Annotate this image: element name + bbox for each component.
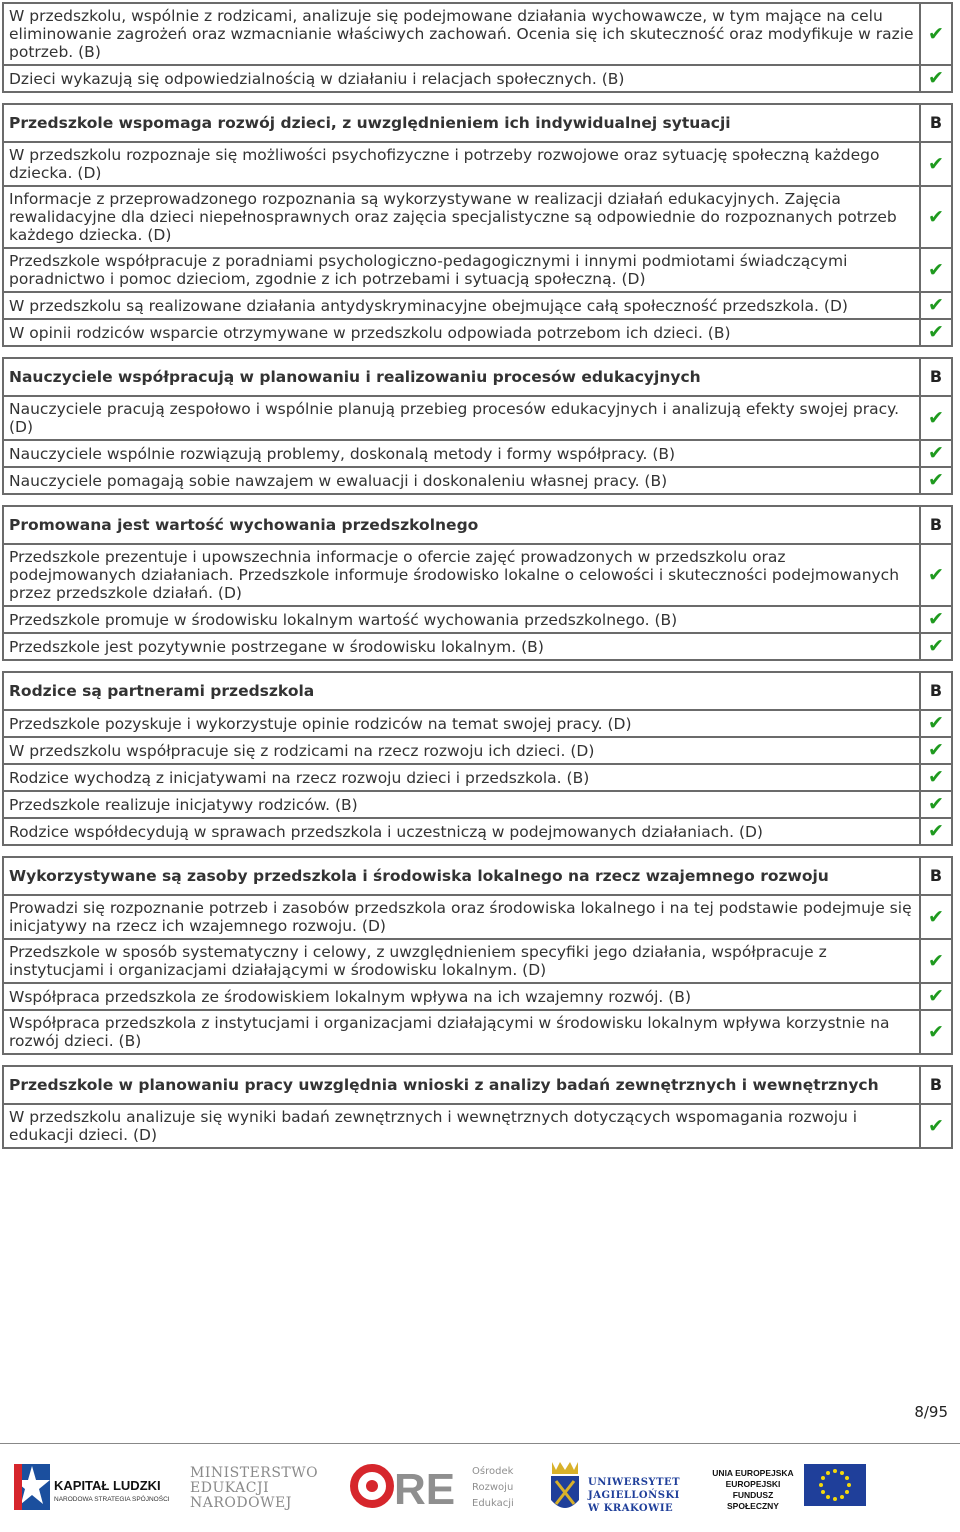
criteria-row: [3, 791, 952, 818]
level-mark: B: [929, 515, 943, 534]
criteria-text: Przedszkole w sposób systematyczny i celowy, z uwzględnieniem specyfiki jego działania, współpracuje z instytucjami i organizacjami działającymi w środowisku lokalnym. (D): [3, 939, 920, 983]
criteria-row: [3, 544, 952, 606]
criteria-text: W przedszkolu, wspólnie z rodzicami, analizuje się podejmowane działania wychowawcze, w tym mające na celu eliminowanie zagrożeń oraz wzmacnianie właściwych zachowań. Ocenia się ich skuteczność oraz modyfikuje w razie potrzeb. (B): [3, 3, 920, 65]
kapital-ludzki-title: KAPITAŁ LUDZKI: [54, 1478, 161, 1493]
checkmark-icon: ✔: [928, 1114, 944, 1137]
criteria-text: Współpraca przedszkola z instytucjami i organizacjami działającymi w środowisku lokalnym wpływa korzystnie na rozwój dzieci. (B): [3, 1010, 920, 1054]
criteria-row: [3, 319, 952, 346]
checkmark-icon: ✔: [928, 608, 944, 630]
men-line-1: MINISTERSTWO: [190, 1465, 319, 1481]
criteria-table: [2, 856, 953, 1055]
criteria-table: [2, 357, 953, 495]
criteria-text: Rodzice współdecydują w sprawach przedszkola i uczestniczą w podejmowanych działaniach. (D): [3, 818, 920, 845]
ore-line-2: Rozwoju: [472, 1482, 514, 1493]
criteria-row: [3, 467, 952, 494]
criteria-heading-row: [3, 857, 952, 895]
criteria-heading: Promowana jest wartość wychowania przedszkolnego: [3, 506, 920, 544]
status-cell: [920, 248, 952, 292]
checkmark-icon: ✔: [928, 563, 944, 586]
checkmark-icon: ✔: [928, 258, 944, 281]
criteria-text: Informacje z przeprowadzonego rozpoznania są wykorzystywane w realizacji działań edukacyjnych. Zajęcia rewalidacyjne dla dzieci niepełnosprawnych oraz zajęcia specjalistyczne są odpowiednie do rozpoznanych potrzeb każdego dziecka. (D): [3, 186, 920, 248]
criteria-tables: [2, 2, 953, 1159]
status-cell: [920, 1104, 952, 1148]
level-cell: [920, 672, 952, 710]
ore-line-3: Edukacji: [472, 1498, 514, 1509]
eu-logo: [706, 1456, 876, 1522]
criteria-row: [3, 633, 952, 660]
criteria-text: W przedszkolu współpracuje się z rodzicami na rzecz rozwoju ich dzieci. (D): [3, 737, 920, 764]
criteria-heading-row: [3, 358, 952, 396]
checkmark-icon: ✔: [928, 205, 944, 228]
checkmark-icon: ✔: [928, 905, 944, 928]
status-cell: [920, 319, 952, 346]
status-cell: [920, 65, 952, 92]
status-cell: [920, 633, 952, 660]
status-cell: [920, 186, 952, 248]
criteria-row: [3, 939, 952, 983]
eu-line-2: EUROPEJSKI: [725, 1479, 781, 1489]
criteria-text: Nauczyciele wspólnie rozwiązują problemy, doskonalą metody i formy współpracy. (B): [3, 440, 920, 467]
criteria-text: W przedszkolu są realizowane działania antydyskryminacyjne obejmujące całą społeczność przedszkola. (D): [3, 292, 920, 319]
criteria-row: [3, 764, 952, 791]
level-cell: [920, 358, 952, 396]
criteria-row: [3, 186, 952, 248]
status-cell: [920, 895, 952, 939]
status-cell: [920, 292, 952, 319]
status-cell: [920, 939, 952, 983]
level-mark: B: [929, 681, 943, 700]
criteria-text: Prowadzi się rozpoznanie potrzeb i zasobów przedszkola oraz środowiska lokalnego i na tej podstawie podejmuje się inicjatywy na rzecz ich wzajemnego rozwoju. (D): [3, 895, 920, 939]
checkmark-icon: ✔: [928, 766, 944, 788]
criteria-row: [3, 3, 952, 65]
criteria-row: [3, 606, 952, 633]
criteria-table: [2, 505, 953, 661]
level-cell: [920, 104, 952, 142]
status-cell: [920, 3, 952, 65]
men-line-3: NARODOWEJ: [190, 1495, 292, 1511]
criteria-row: [3, 710, 952, 737]
level-cell: [920, 1066, 952, 1104]
criteria-row: [3, 1010, 952, 1054]
checkmark-icon: ✔: [928, 1020, 944, 1043]
criteria-text: Przedszkole prezentuje i upowszechnia informacje o ofercie zajęć prowadzonych w przedszkolu oraz podejmowanych działaniach. Przedszkole informuje środowisko lokalne o celowości i skuteczności podejmowanych przez przedszkole działań. (D): [3, 544, 920, 606]
criteria-text: Współpraca przedszkola ze środowiskiem lokalnym wpływa na ich wzajemny rozwój. (B): [3, 983, 920, 1010]
uj-line-2: JAGIELLOŃSKI: [588, 1490, 680, 1501]
criteria-row: [3, 396, 952, 440]
men-logo: [190, 1456, 320, 1522]
checkmark-icon: ✔: [928, 793, 944, 815]
status-cell: [920, 710, 952, 737]
uj-crest-icon: [548, 1456, 582, 1518]
criteria-row: [3, 983, 952, 1010]
criteria-row: [3, 65, 952, 92]
criteria-heading: Wykorzystywane są zasoby przedszkola i środowiska lokalnego na rzecz wzajemnego rozwoju: [3, 857, 920, 895]
eu-flag-icon: [804, 1464, 866, 1506]
criteria-row: [3, 292, 952, 319]
criteria-heading: Przedszkole wspomaga rozwój dzieci, z uwzględnieniem ich indywidualnej sytuacji: [3, 104, 920, 142]
checkmark-icon: ✔: [928, 406, 944, 429]
criteria-heading: Rodzice są partnerami przedszkola: [3, 672, 920, 710]
criteria-heading: Przedszkole w planowaniu pracy uwzględnia wnioski z analizy badań zewnętrznych i wewnętrznych: [3, 1066, 920, 1104]
checkmark-icon: ✔: [928, 712, 944, 734]
checkmark-icon: ✔: [928, 739, 944, 761]
checkmark-icon: ✔: [928, 152, 944, 175]
level-cell: [920, 506, 952, 544]
footer-divider: [0, 1443, 960, 1444]
criteria-text: Przedszkole współpracuje z poradniami psychologiczno-pedagogicznymi i innymi podmiotami świadczącymi poradnictwo i pomoc dzieciom, zgodnie z ich potrzebami i sytuacją społeczną. (D): [3, 248, 920, 292]
criteria-text: W przedszkolu analizuje się wyniki badań zewnętrznych i wewnętrznych dotyczących wspomagania rozwoju i edukacji dzieci. (D): [3, 1104, 920, 1148]
level-mark: B: [929, 113, 943, 132]
status-cell: [920, 606, 952, 633]
uj-line-3: W KRAKOWIE: [588, 1503, 674, 1514]
criteria-row: [3, 142, 952, 186]
level-mark: B: [929, 1075, 943, 1094]
status-cell: [920, 396, 952, 440]
eu-line-3: FUNDUSZ SPOŁECZNY: [727, 1490, 779, 1511]
checkmark-icon: ✔: [928, 22, 944, 45]
checkmark-icon: ✔: [928, 321, 944, 343]
criteria-text: Nauczyciele pomagają sobie nawzajem w ewaluacji i doskonaleniu własnej pracy. (B): [3, 467, 920, 494]
uj-line-1: UNIWERSYTET: [588, 1477, 681, 1488]
level-cell: [920, 857, 952, 895]
kapital-ludzki-emblem-icon: [12, 1456, 52, 1516]
criteria-text: Nauczyciele pracują zespołowo i wspólnie planują przebieg procesów edukacyjnych i analizują efekty swojej pracy. (D): [3, 396, 920, 440]
criteria-text: W opinii rodziców wsparcie otrzymywane w przedszkolu odpowiada potrzebom ich dzieci. (B): [3, 319, 920, 346]
criteria-heading-row: [3, 1066, 952, 1104]
status-cell: [920, 764, 952, 791]
criteria-text: Przedszkole jest pozytywnie postrzegane w środowisku lokalnym. (B): [3, 633, 920, 660]
checkmark-icon: ✔: [928, 67, 944, 89]
criteria-row: [3, 737, 952, 764]
criteria-heading-row: [3, 506, 952, 544]
status-cell: [920, 791, 952, 818]
criteria-row: [3, 895, 952, 939]
eu-line-1: UNIA EUROPEJSKA: [712, 1468, 794, 1478]
criteria-text: Dzieci wykazują się odpowiedzialnością w działaniu i relacjach społecznych. (B): [3, 65, 920, 92]
criteria-table: [2, 103, 953, 347]
checkmark-icon: ✔: [928, 442, 944, 464]
kapital-ludzki-logo: [12, 1456, 172, 1522]
checkmark-icon: ✔: [928, 985, 944, 1007]
criteria-row: [3, 440, 952, 467]
level-mark: B: [929, 866, 943, 885]
status-cell: [920, 737, 952, 764]
criteria-heading-row: [3, 104, 952, 142]
status-cell: [920, 467, 952, 494]
svg-text:RE: RE: [394, 1465, 456, 1514]
criteria-row: [3, 248, 952, 292]
checkmark-icon: ✔: [928, 949, 944, 972]
status-cell: [920, 440, 952, 467]
men-line-2: EDUKACJI: [190, 1480, 270, 1496]
criteria-text: Przedszkole pozyskuje i wykorzystuje opinie rodziców na temat swojej pracy. (D): [3, 710, 920, 737]
status-cell: [920, 142, 952, 186]
criteria-table: [2, 1065, 953, 1149]
status-cell: [920, 544, 952, 606]
ore-line-1: Ośrodek: [472, 1466, 514, 1477]
criteria-text: Przedszkole realizuje inicjatywy rodziców. (B): [3, 791, 920, 818]
level-mark: B: [929, 367, 943, 386]
ore-logo: [348, 1456, 528, 1522]
status-cell: [920, 818, 952, 845]
criteria-row: [3, 818, 952, 845]
uj-logo: [548, 1456, 688, 1522]
criteria-table: [2, 671, 953, 846]
criteria-heading: Nauczyciele współpracują w planowaniu i realizowaniu procesów edukacyjnych: [3, 358, 920, 396]
checkmark-icon: ✔: [928, 294, 944, 316]
checkmark-icon: ✔: [928, 635, 944, 657]
criteria-heading-row: [3, 672, 952, 710]
criteria-text: Rodzice wychodzą z inicjatywami na rzecz rozwoju dzieci i przedszkola. (B): [3, 764, 920, 791]
criteria-table: [2, 2, 953, 93]
footer-logos: [0, 1450, 960, 1530]
ore-emblem-icon: [348, 1456, 458, 1516]
criteria-text: W przedszkolu rozpoznaje się możliwości psychofizyczne i potrzeby rozwojowe oraz sytuację społeczną każdego dziecka. (D): [3, 142, 920, 186]
checkmark-icon: ✔: [928, 469, 944, 491]
status-cell: [920, 1010, 952, 1054]
kapital-ludzki-subtitle: NARODOWA STRATEGIA SPÓJNOŚCI: [54, 1496, 170, 1503]
status-cell: [920, 983, 952, 1010]
criteria-text: Przedszkole promuje w środowisku lokalnym wartość wychowania przedszkolnego. (B): [3, 606, 920, 633]
checkmark-icon: ✔: [928, 820, 944, 842]
page-number: 8/95: [914, 1403, 948, 1421]
criteria-row: [3, 1104, 952, 1148]
